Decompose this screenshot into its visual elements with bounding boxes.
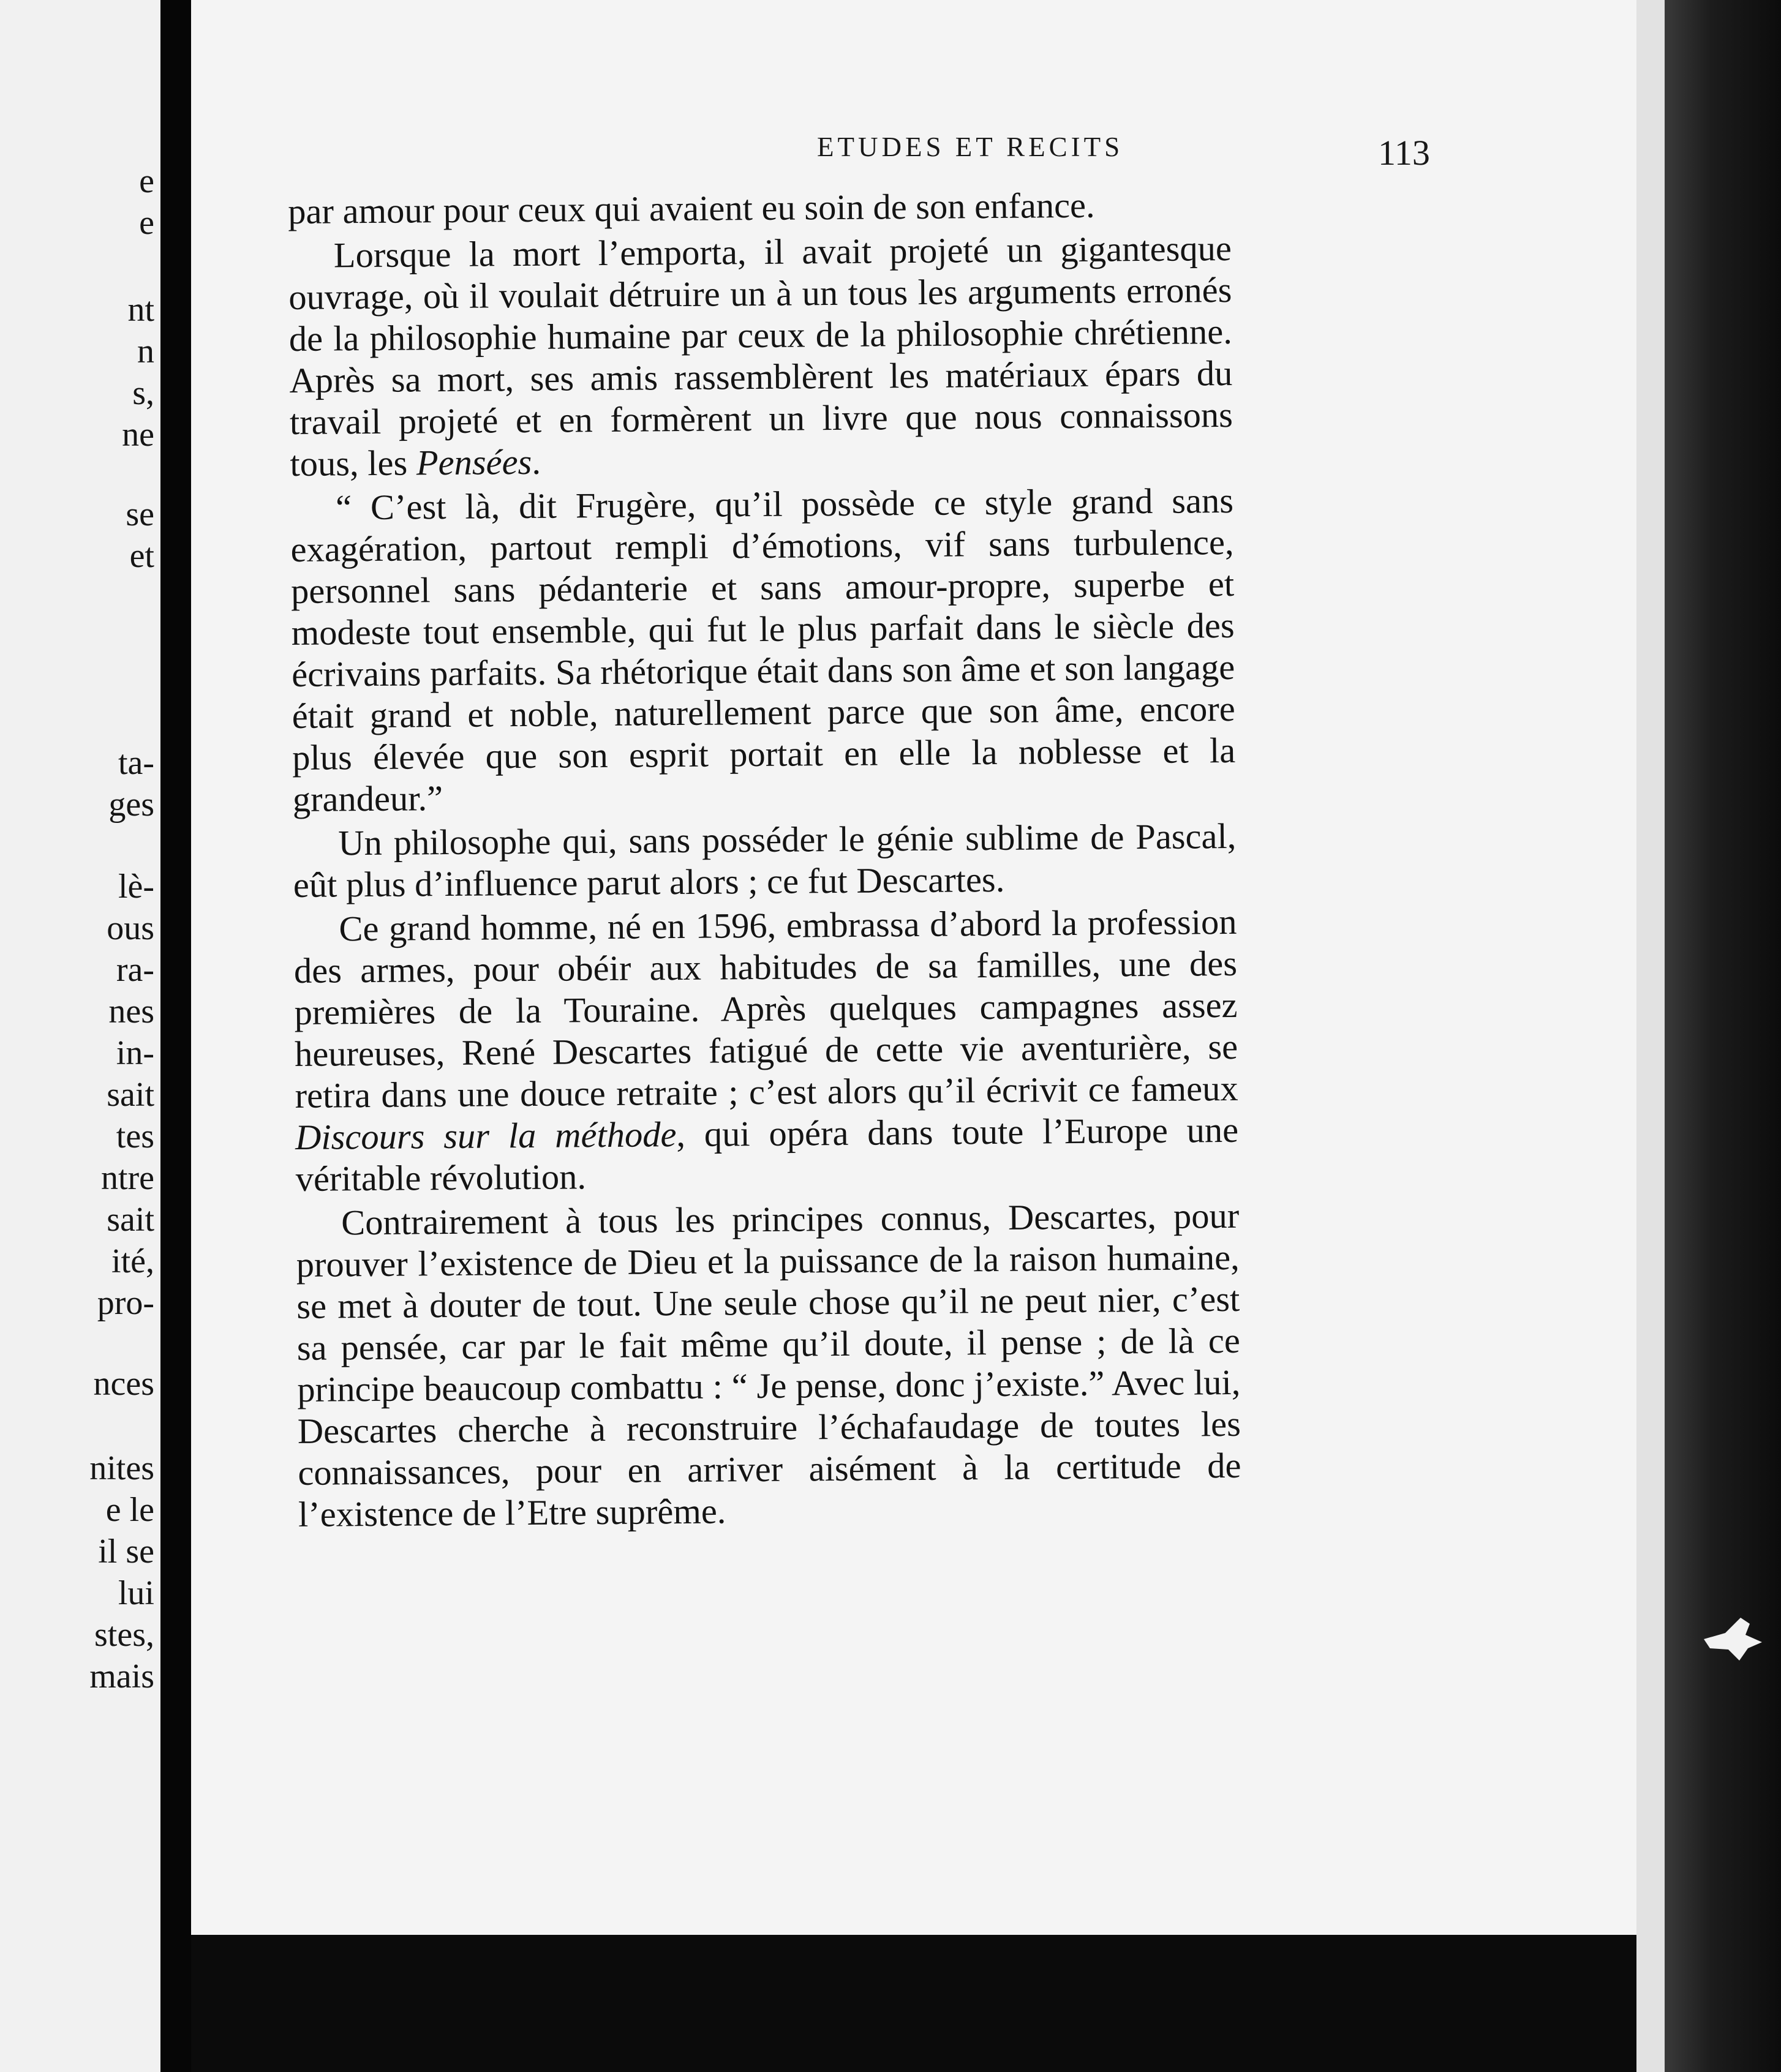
paper-blemish <box>1692 1605 1771 1667</box>
paragraph <box>288 184 1231 233</box>
book-gutter <box>160 0 191 2072</box>
italic-title: Pensées <box>416 441 532 483</box>
left-page-fragment: sait <box>107 1201 154 1239</box>
left-page-fragment: pro- <box>97 1284 154 1322</box>
paragraph <box>288 228 1233 485</box>
paragraph-text: Contrairement à tous les principes connus, Descartes, pour prouver l’existence de Dieu et la puissance de la raison humaine, se met à douter de tout. Une seule chose qu’il ne peut nier, c’est sa pensée, car par le fait même qu’il doute, il pense ; de là ce principe beaucoup combattu : “ Je pense, donc j’existe.” Avec lui, Descartes cherche à reconstruire l’échafaudage de toutes les connaissances, pour en arriver aisément à la certitude de l’existence de l’Etre suprême. <box>296 1195 1241 1534</box>
left-page-fragment: nces <box>93 1365 154 1403</box>
paragraph-text: par amour pour ceux qui avaient eu soin de son enfance. <box>288 185 1095 231</box>
left-page-fragment: lè- <box>118 868 154 906</box>
paragraph-text: “ C’est là, dit Frugère, qu’il possède ce style grand sans exagération, partout rempli d’émotions, vif sans turbulence, personnel sans pédanterie et sans amour-propre, superbe et modeste tout ensemble, qui fut le plus parfait dans le siècle des écrivains parfaits. Sa rhétorique était dans son âme et son langage était grand et noble, naturellement parce que son âme, encore plus élevée que son esprit portait en elle la noblesse et la grandeur.” <box>290 480 1236 819</box>
left-page-fragment: ta- <box>118 744 154 782</box>
left-page-fragment: se <box>126 495 154 533</box>
left-page-fragment: e <box>139 162 154 200</box>
left-page-fragment: nes <box>108 993 154 1030</box>
left-page-fragment: sait <box>107 1076 154 1114</box>
book-edge-shadow <box>1665 0 1781 2072</box>
left-page-fragment: il se <box>98 1533 154 1571</box>
left-page-fragment: et <box>129 537 154 575</box>
left-facing-page <box>0 0 160 2072</box>
left-page-fragment: stes, <box>94 1616 154 1654</box>
italic-title: Discours sur la méthode <box>295 1114 677 1157</box>
running-head-title: ETUDES ET RECITS <box>817 132 1124 162</box>
body-text <box>288 184 1241 1536</box>
left-page-fragment: ges <box>108 786 154 824</box>
left-page-fragment: nites <box>89 1449 154 1487</box>
left-page-fragment: ité, <box>111 1242 154 1280</box>
paragraph-text: Un philosophe qui, sans posséder le génie sublime de Pascal, eût plus d’influence parut alors ; ce fut Descartes. <box>293 816 1237 905</box>
left-page-fragment: n <box>137 332 154 370</box>
left-page-fragment: nt <box>127 291 154 329</box>
page-edge <box>1636 0 1665 2072</box>
left-page-fragment: e <box>139 204 154 242</box>
left-page-fragment: ne <box>122 416 154 454</box>
left-page-fragment: ntre <box>100 1159 154 1197</box>
left-page-fragment: ra- <box>116 951 154 989</box>
page-number: 113 <box>1378 133 1430 173</box>
running-head <box>627 131 1448 174</box>
left-page-fragment: lui <box>118 1574 154 1612</box>
paragraph-text: Lorsque la mort l’emporta, il avait projeté un gigantesque ouvrage, où il voulait détruire un à un tous les arguments erronés de la philosophie humaine par ceux de la philosophie chrétienne. Après sa mort, ses amis rassemblèrent les matériaux épars du travail projeté et en formèrent un livre que nous connaissons tous, les <box>288 228 1233 484</box>
paragraph-tail: , qui opéra dans toute l’Europe une véritable révolution. <box>295 1109 1239 1199</box>
paragraph <box>290 480 1236 820</box>
left-page-fragment: mais <box>89 1657 154 1695</box>
paragraph <box>293 901 1239 1200</box>
left-page-fragment: e le <box>105 1491 154 1529</box>
paragraph <box>293 816 1237 906</box>
paragraph-text: Ce grand homme, né en 1596, embrassa d’abord la profession des armes, pour obéir aux habitudes de sa familles, une des premières de la Touraine. Après quelques campagnes assez heureuses, René Descartes fatigué de cette vie aventurière, se retira dans une douce retraite ; c’est alors qu’il écrivit ce fameux <box>293 901 1238 1116</box>
left-page-fragment: ous <box>107 909 154 947</box>
left-page-fragment: tes <box>116 1117 154 1155</box>
right-page <box>191 0 1636 1935</box>
paragraph-tail: . <box>532 441 541 482</box>
paragraph <box>296 1195 1241 1536</box>
left-page-fragment: in- <box>116 1034 154 1072</box>
left-page-fragment: s, <box>132 374 154 412</box>
